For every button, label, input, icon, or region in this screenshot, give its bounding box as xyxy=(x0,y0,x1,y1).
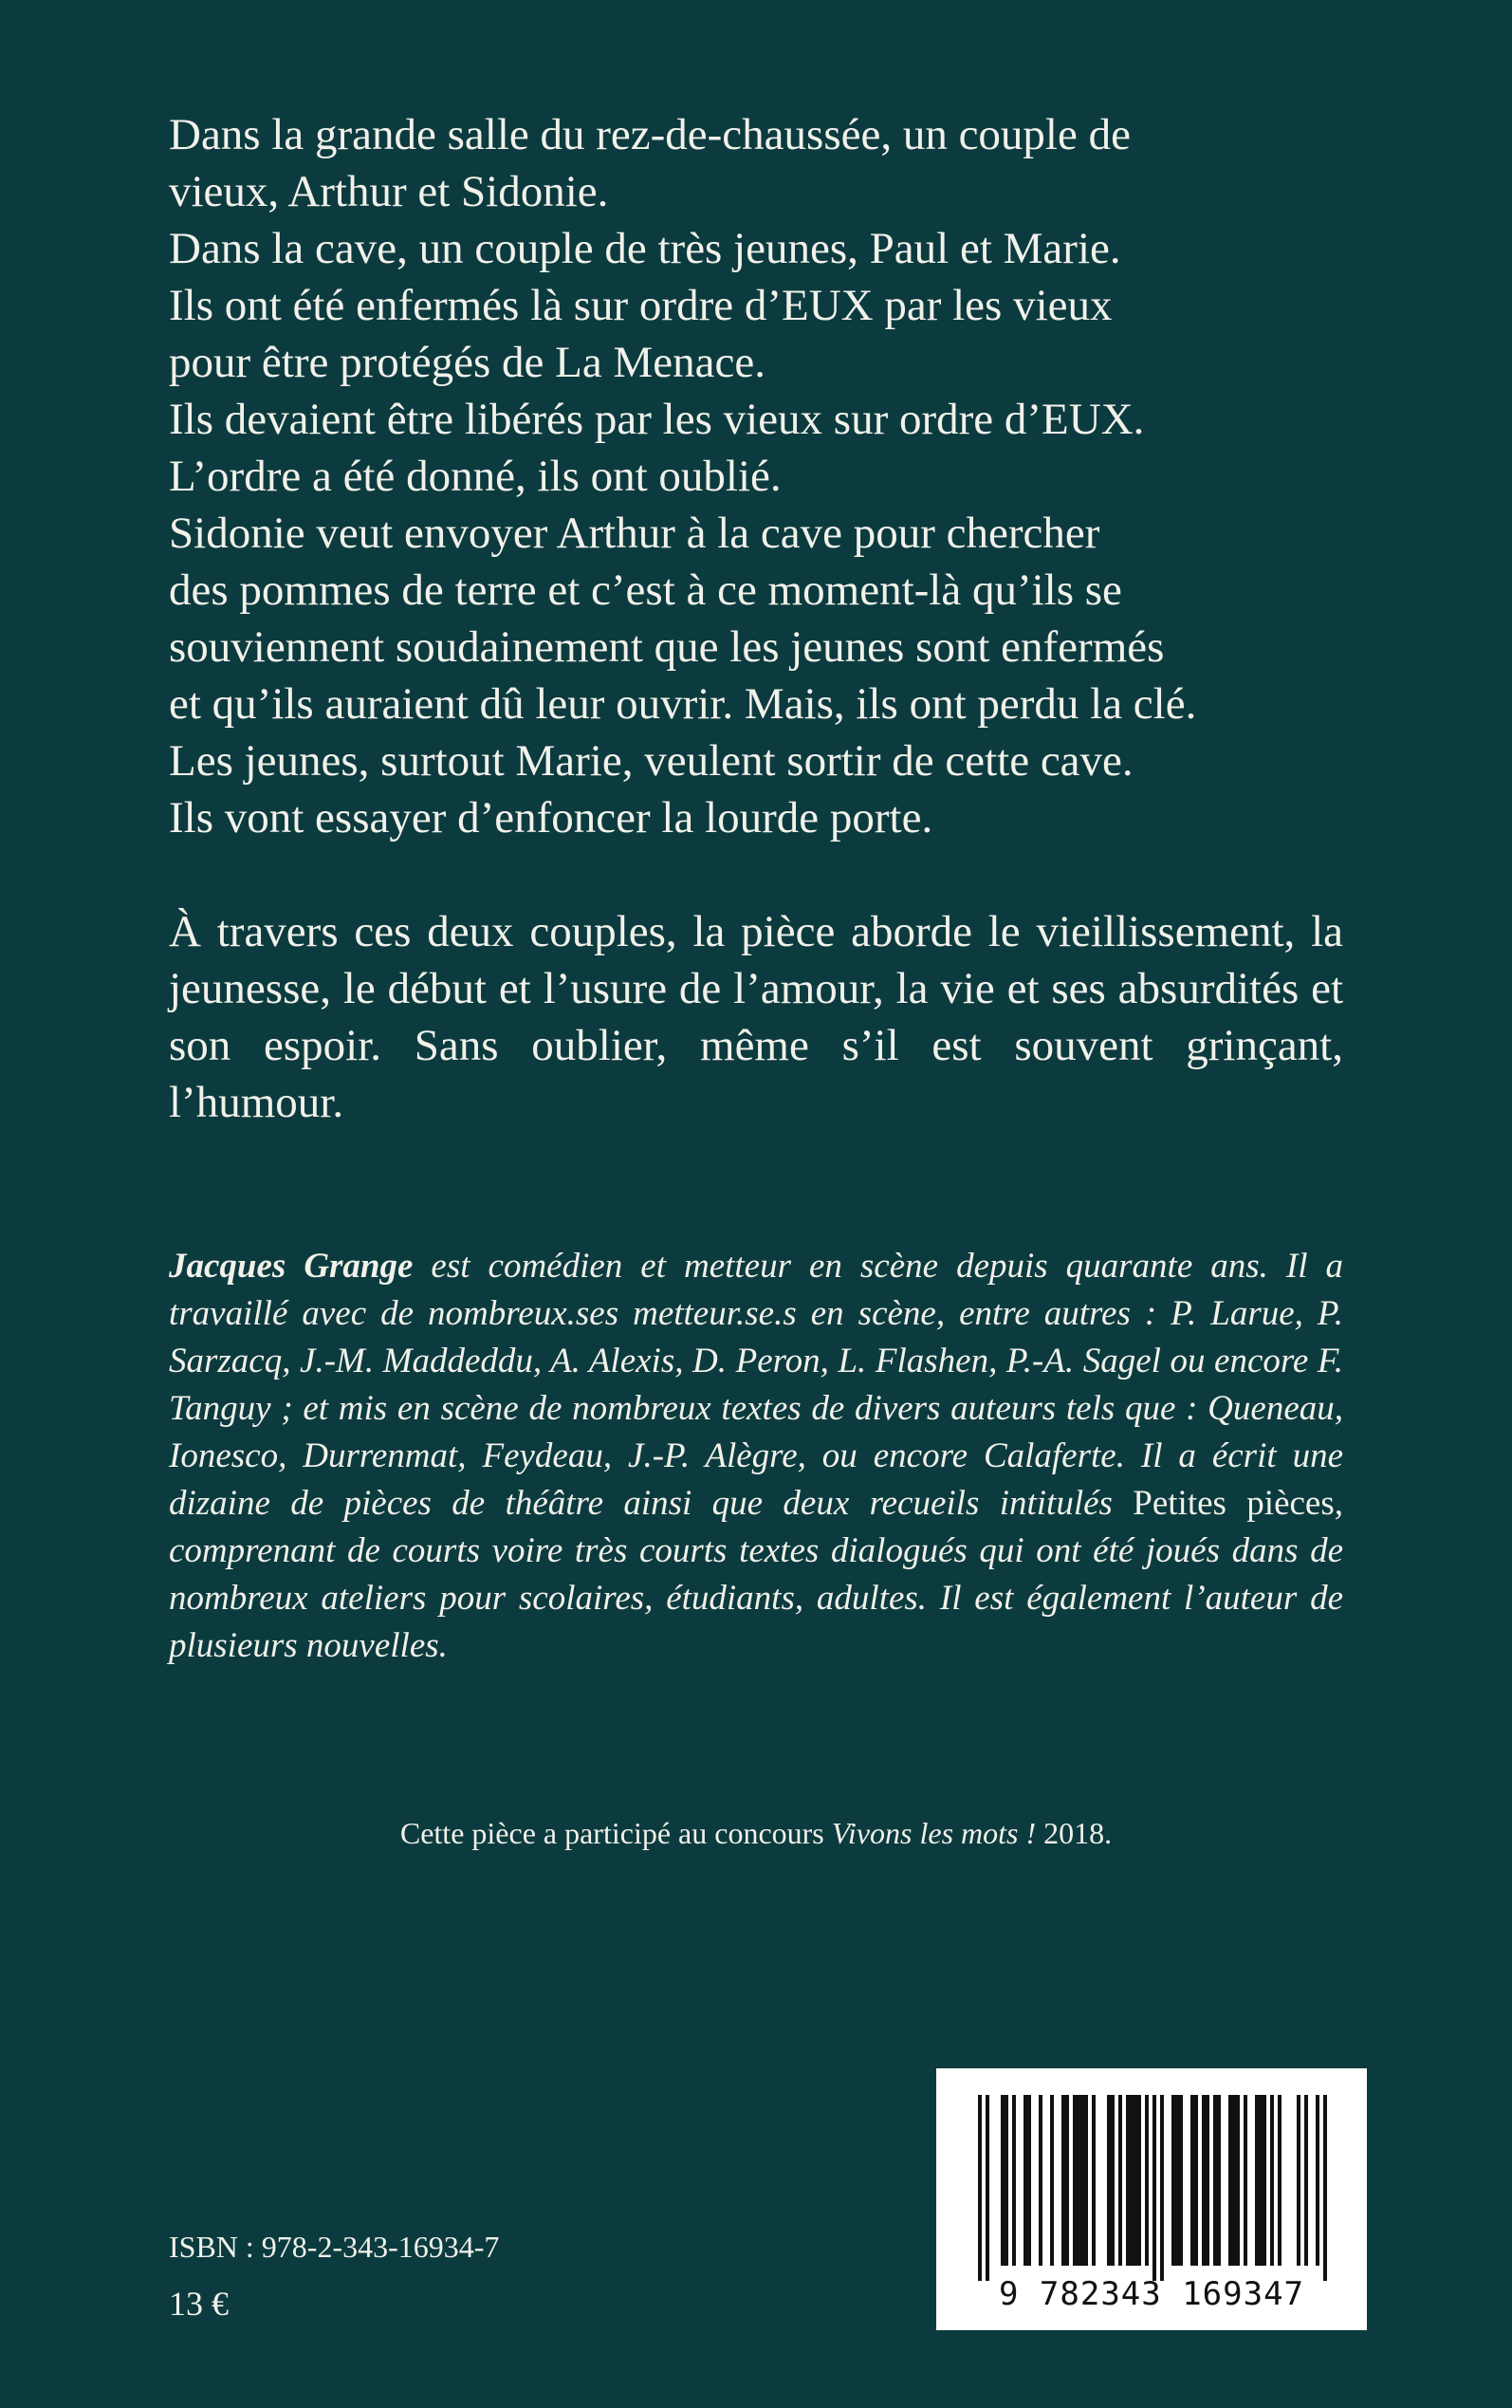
synopsis-line: souviennent soudainement que les jeunes sont enfermés xyxy=(169,622,1165,672)
barcode-bar xyxy=(1023,2095,1027,2266)
contest-note xyxy=(0,1812,1512,1854)
synopsis xyxy=(169,106,1343,1131)
barcode-bar xyxy=(1171,2095,1175,2266)
barcode-bar xyxy=(1001,2095,1005,2266)
barcode-bar xyxy=(1190,2095,1194,2266)
isbn-label: ISBN : 978-2-343-16934-7 xyxy=(169,2230,500,2264)
barcode-bar xyxy=(1126,2095,1130,2266)
barcode-bar xyxy=(1160,2095,1164,2281)
barcode-bar xyxy=(1077,2095,1080,2266)
synopsis-line: Ils ont été enfermés là sur ordre d’EUX par les vieux xyxy=(169,281,1113,330)
barcode-bar xyxy=(1263,2095,1266,2266)
barcode-bar xyxy=(1244,2095,1247,2266)
synopsis-line: Dans la cave, un couple de très jeunes, Paul et Marie. xyxy=(169,224,1121,273)
barcode-bar xyxy=(1145,2095,1149,2266)
barcode-bar xyxy=(1270,2095,1274,2266)
barcode-bar xyxy=(1111,2095,1115,2266)
author-biography xyxy=(169,1243,1343,1670)
barcode-bar xyxy=(1236,2095,1240,2266)
synopsis-paragraph-2: À travers ces deux couples, la pièce aborde le vieillissement, la jeunesse, le début et l’usure de l’amour, la vie et ses absurdités et son espoir. Sans oublier, même s’il est souvent grinçant, l’humour. xyxy=(169,907,1343,1127)
barcode-bar xyxy=(1206,2095,1209,2266)
bio-work-title: Petites pièces xyxy=(1133,1484,1335,1523)
barcode-bar xyxy=(978,2095,982,2281)
bio-text-part-2: , comprenant de courts voire très courts textes dialogués qui ont été joués dans de nombreux ateliers pour scolaires, étudiants, adultes. Il est également l’auteur de plusieurs nouvelles. xyxy=(169,1484,1343,1665)
synopsis-line: L’ordre a été donné, ils ont oublié. xyxy=(169,452,782,501)
barcode-bar xyxy=(1027,2095,1031,2266)
barcode-digits: 9 782343 169347 xyxy=(998,2275,1305,2313)
barcode-bar xyxy=(1194,2095,1198,2266)
barcode-bar xyxy=(1297,2095,1300,2266)
barcode xyxy=(936,2068,1367,2330)
barcode-bar xyxy=(1232,2095,1236,2266)
barcode-bar xyxy=(1080,2095,1084,2266)
synopsis-line: vieux, Arthur et Sidonie. xyxy=(169,167,609,216)
synopsis-line: Ils devaient être libérés par les vieux sur ordre d’EUX. xyxy=(169,395,1145,444)
barcode-bar xyxy=(1217,2095,1221,2266)
barcode-bar xyxy=(1259,2095,1263,2266)
contest-suffix: 2018. xyxy=(1036,1816,1113,1850)
barcode-bar xyxy=(1323,2095,1327,2281)
barcode-bar xyxy=(1107,2095,1111,2266)
barcode-bar xyxy=(1134,2095,1137,2266)
barcode-bar xyxy=(986,2095,989,2281)
synopsis-paragraph-1 xyxy=(169,106,1343,846)
bio-text-part-1: est comédien et metteur en scène depuis quarante ans. Il a travaillé avec de nombreux.ses metteur.se.s en scène, entre autres : P. Larue, P. Sarzacq, J.-M. Maddeddu, A. Alexis, D. Peron, L. Flashen, P.-A. Sagel ou encore F. Tanguy ; et mis en scène de nombreux textes de divers auteurs tels que : Queneau, Ionesco, Durrenmat, Feydeau, J.-P. Alègre, ou encore Calaferte. Il a écrit une dizaine de pièces de théâtre ainsi que deux recueils intitulés xyxy=(169,1247,1343,1523)
barcode-bar xyxy=(1137,2095,1141,2266)
barcode-bar xyxy=(1130,2095,1134,2266)
author-name: Jacques Grange xyxy=(169,1247,414,1286)
synopsis-line: Dans la grande salle du rez-de-chaussée, un couple de xyxy=(169,110,1131,159)
contest-prefix: Cette pièce a participé au concours xyxy=(399,1816,832,1850)
barcode-bar xyxy=(1152,2095,1156,2281)
barcode-bar xyxy=(1050,2095,1054,2266)
barcode-bar xyxy=(1065,2095,1069,2266)
barcode-bar xyxy=(1092,2095,1096,2266)
barcode-bar xyxy=(1179,2095,1183,2266)
barcode-bar xyxy=(1228,2095,1232,2266)
barcode-bar xyxy=(1175,2095,1179,2266)
synopsis-line: Les jeunes, surtout Marie, veulent sortir de cette cave. xyxy=(169,736,1134,786)
barcode-bar xyxy=(1039,2095,1042,2266)
contest-name: Vivons les mots ! xyxy=(831,1816,1037,1850)
barcode-bar xyxy=(1316,2095,1319,2266)
synopsis-line: des pommes de terre et c’est à ce moment-là qu’ils se xyxy=(169,565,1122,615)
synopsis-line: Sidonie veut envoyer Arthur à la cave pour chercher xyxy=(169,509,1100,558)
barcode-bar xyxy=(1202,2095,1206,2266)
price-label: 13 € xyxy=(169,2285,229,2323)
barcode-bar xyxy=(1278,2095,1282,2266)
barcode-bar xyxy=(1073,2095,1077,2266)
synopsis-line: pour être protégés de La Menace. xyxy=(169,338,765,387)
barcode-bar xyxy=(1012,2095,1016,2266)
synopsis-line: Ils vont essayer d’enfoncer la lourde porte. xyxy=(169,793,933,843)
barcode-bar xyxy=(1118,2095,1122,2266)
barcode-bar xyxy=(1255,2095,1259,2266)
barcode-bar xyxy=(1213,2095,1217,2266)
barcode-bar xyxy=(1061,2095,1065,2266)
barcode-bar xyxy=(1084,2095,1088,2266)
barcode-bar xyxy=(1304,2095,1308,2266)
synopsis-line: et qu’ils auraient dû leur ouvrir. Mais, ils ont perdu la clé. xyxy=(169,679,1197,729)
barcode-bar xyxy=(1005,2095,1008,2266)
